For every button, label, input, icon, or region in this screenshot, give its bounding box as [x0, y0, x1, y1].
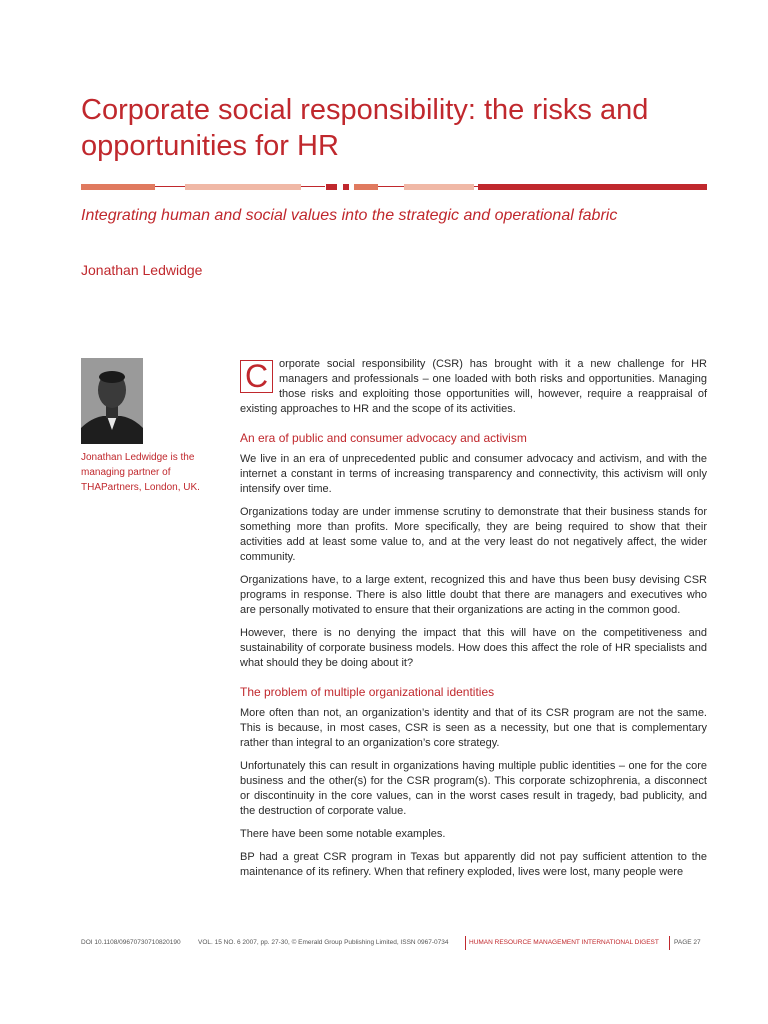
paragraph: We live in an era of unprecedented public and consumer advocacy and activism, and with the internet a constant in terms of increasing transparency and connectivity, this activism will only intensify over time.: [240, 453, 707, 495]
author-caption: Jonathan Ledwidge is the managing partner of THAPartners, London, UK.: [81, 452, 200, 493]
footer-divider: [465, 936, 466, 950]
paragraph: More often than not, an organization’s identity and that of its CSR program are not the same. This is because, in most cases, CSR is seen as a necessity, but one that is complementary rather than integral to an organization’s core strategy.: [240, 707, 707, 749]
paragraph: Unfortunately this can result in organizations having multiple public identities – one for the core business and the other(s) for the CSR program(s). This corporate schizophrenia, a disconnect or discontinuity in the core values, can in the worst cases result in tragedy, bad publicity, and the destruction of corporate value.: [240, 760, 707, 817]
author-photo: [81, 358, 143, 444]
intro-text: orporate social responsibility (CSR) has brought with it a new challenge for HR managers and professionals – one loaded with both risks and opportunities. Managing those risks and exploiting those opportunities will, however, require a reappraisal of existing approaches to HR and the scope of its activities.: [240, 358, 707, 415]
paragraph: However, there is no denying the impact that this will have on the competitiveness and sustainability of corporate business models. How does this affect the role of HR specialists and what should they be doing about it?: [240, 627, 707, 669]
section-heading-1: An era of public and consumer advocacy and activism: [240, 431, 527, 445]
page-footer: [81, 936, 707, 950]
drop-cap: C: [240, 360, 273, 393]
paragraph: There have been some notable examples.: [240, 828, 446, 840]
section-heading-2: The problem of multiple organizational identities: [240, 685, 495, 699]
footer-divider: [669, 936, 670, 950]
footer-citation: VOL. 15 NO. 6 2007, pp. 27-30, © Emerald Group Publishing Limited, ISSN 0967-0734: [198, 939, 449, 946]
decorative-rule: [81, 184, 707, 190]
intro-paragraph: [240, 357, 707, 417]
paragraph: BP had a great CSR program in Texas but apparently did not pay sufficient attention to the maintenance of its refinery. When that refinery exploded, lives were lost, many people were: [240, 851, 707, 878]
footer-page-number: PAGE 27: [674, 939, 701, 946]
paragraph: Organizations today are under immense scrutiny to demonstrate that their business stands for something more than profits. More specifically, they are being required to show that their activities add at least some value to, and at the very least do not negatively affect, the wider community.: [240, 506, 707, 563]
author-name: Jonathan Ledwidge: [81, 262, 203, 278]
article-body: [240, 357, 707, 888]
paragraph: Organizations have, to a large extent, recognized this and have thus been busy devising CSR programs in response. There is also little doubt that there are managers and executives who are personally motivated to ensure that their organizations are acting in the common good.: [240, 574, 707, 616]
article-subtitle: Integrating human and social values into the strategic and operational fabric: [81, 207, 618, 224]
footer-journal: HUMAN RESOURCE MANAGEMENT INTERNATIONAL DIGEST: [469, 939, 659, 946]
article-title: Corporate social responsibility: the risks and opportunities for HR: [81, 94, 649, 162]
footer-doi: DOI 10.1108/09670730710820190: [81, 939, 181, 946]
